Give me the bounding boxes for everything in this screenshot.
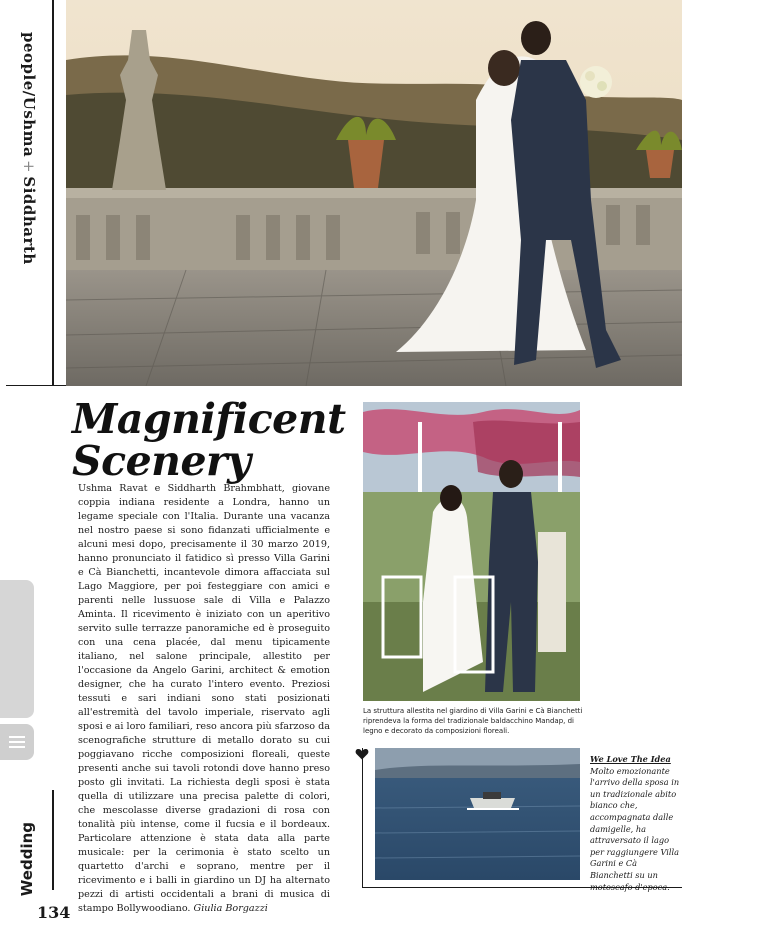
hamburger-icon[interactable] bbox=[0, 724, 34, 760]
category-label: Wedding bbox=[18, 822, 36, 897]
ceremony-caption: La struttura allestita nel giardino di Villa Garini e Cà Bianchetti riprendeva la forma del tradizionale baldacchino Mandap, di legno e decorato da composizioni floreali. bbox=[363, 707, 583, 735]
ceremony-photo bbox=[363, 402, 580, 701]
boat-photo bbox=[375, 748, 580, 880]
groom-name: Siddharth bbox=[20, 176, 38, 265]
section-label: people/ bbox=[20, 32, 38, 97]
bride-name: Ushma bbox=[20, 96, 38, 158]
sidebar-box bbox=[590, 754, 682, 893]
name-separator: + bbox=[20, 160, 38, 174]
article-body-text: Ushma Ravat e Siddharth Brahmbhatt, giovane coppia indiana residente a Londra, hanno un legame speciale con l'Italia. Durante una vacanza nel nostro paese si sono fidanzati ufficialmente e alcuni mesi dopo, precisamente il 30 marzo 2019, hanno pronunciato il fatidico sì presso Villa Garini e Cà Bianchetti, incantevole dimora affacciata sul Lago Maggiore, per poi festeggiare con amici e parenti nelle lussuose sale di Villa e Palazzo Aminta. Il ricevimento è iniziato con un aperitivo servito sulle terrazze panoramiche ed è proseguito con una cena placée, dal menu tipicamente italiano, nel salone principale, allestito per l'occasione da Angelo Garini, architect & emotion designer, che ha curato l'intero evento. Preziosi tessuti e sari indiani sono stati posizionati all'estremità del tavolo imperiale, riservato agli sposi e ai loro familiari, reso ancora più sfarzoso da scenografiche strutture di metallo dorato su cui poggiavano ricche composizioni floreali, queste presenti anche sui tavoli rotondi dove hanno preso posto gli invitati. La richiesta degli sposi è stata quella di utilizzare una precisa palette di colori, che mescolasse diverse gradazioni di rosa con tonalità più intense, come il fucsia e il bordeaux. Particolare attenzione è stata data alla parte musicale: per la cerimonia è stato scelto un quartetto d'archi e soprano, mentre per il ricevimento e i balli in giardino un DJ ha alternato pezzi di artisti occidentali a brani di musica di stampo Bollywoodiano. bbox=[78, 483, 330, 914]
headline bbox=[72, 395, 357, 485]
heart-icon bbox=[355, 747, 369, 761]
sidebar-text: Molto emozionante l'arrivo della sposa in un tradizionale abito bianco che, accompagnata dalle damigelle, ha attraversato il lago per raggiungere Villa Garini e Cà Bianchetti su un motoscafo d'epoca. bbox=[590, 765, 680, 892]
side-panel-tab[interactable] bbox=[0, 580, 34, 718]
vertical-rule-top bbox=[52, 0, 54, 385]
article-body bbox=[78, 482, 330, 916]
running-head bbox=[20, 32, 38, 265]
vertical-rule-bottom bbox=[52, 790, 54, 890]
hero-photo bbox=[66, 0, 682, 386]
page-number: 134 bbox=[37, 903, 71, 922]
headline-line-1: Magnificent bbox=[72, 395, 346, 443]
sidebar-title: We Love The Idea bbox=[590, 754, 671, 764]
headline-line-2: Scenery bbox=[72, 437, 251, 485]
author-byline: Giulia Borgazzi bbox=[193, 903, 268, 914]
